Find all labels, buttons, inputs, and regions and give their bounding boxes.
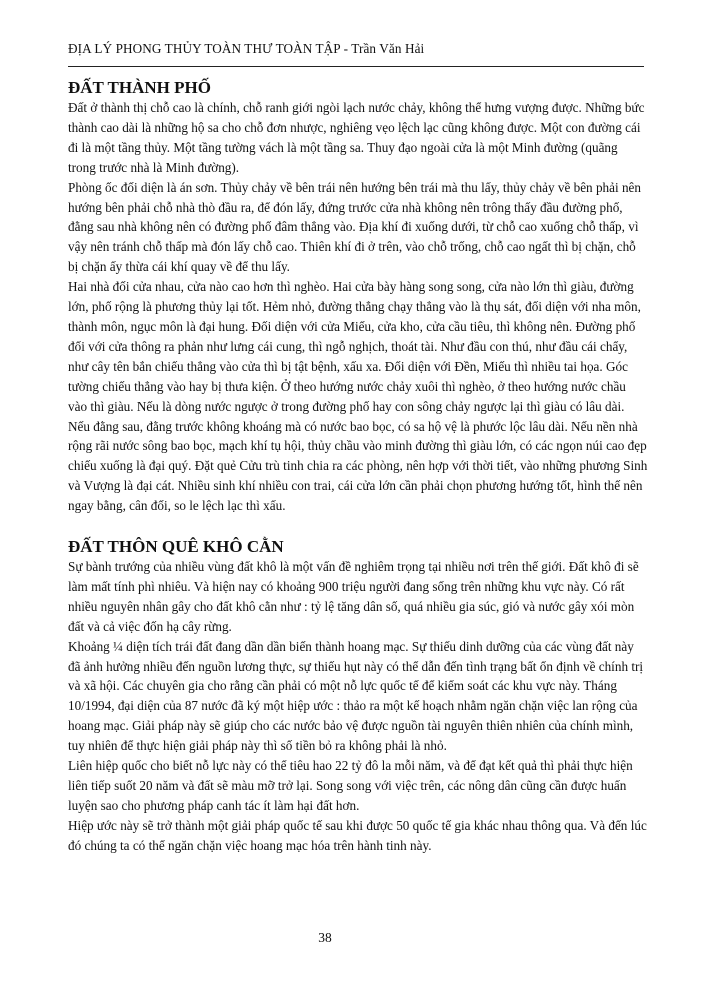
section-heading: ĐẤT THÔN QUÊ KHÔ CẰN	[68, 537, 284, 557]
section-dat-thanh-pho	[68, 78, 648, 516]
paragraph: Khoảng ¼ diện tích trái đất đang dần dần biến thành hoang mạc. Sự thiếu dinh dưỡng của các vùng đất này đã ảnh hưởng nhiều đến nguồn lương thực, sự thiếu hụt này có thể dẫn đến tình trạng bất ổn định về chính trị và xã hội. Các chuyên gia cho rằng cần phải có một nỗ lực quốc tế để kiểm soát các khu vực này. Tháng 10/1994, đại diện của 87 nước đã ký một hiệp ước : thảo ra một kế hoạch nhằm ngăn chặn việc lan rộng của hoang mạc. Giải pháp này sẽ giúp cho các nước bảo vệ được nguồn tài nguyên thiên nhiên của chính mình, tuy nhiên để thực hiện giải pháp này thì số tiền bỏ ra không phải là nhỏ.	[68, 638, 644, 754]
running-header: ĐỊA LÝ PHONG THỦY TOÀN THƯ TOÀN TẬP - Trần Văn Hải	[68, 41, 425, 56]
page-number: 38	[318, 930, 332, 945]
paragraph: Hai nhà đối cửa nhau, cửa nào cao hơn thì nghèo. Hai cửa bày hàng song song, cửa nào lớn thì giàu, đường lớn, phố rộng là phương thủy lại tốt. Hẻm nhỏ, đường thẳng chạy thẳng vào là thụ sát, đối diện với nha môn, thành môn, ngục môn là đại hung. Đối diện với cửa Miếu, cửa kho, cửa cầu tiêu, thì không nên. Đường phố đối với cửa thông ra phản như lưng cái cung, thì ngỗ nghịch, thoát tài. Như đầu con thú, như đầu cái chẩy, như cây tên bắn chiếu thẳng vào cửa thì bị tật bệnh, xấu xa. Đối diện với Đền, Miếu thì nhiều tai họa. Góc tường chiếu thẳng vào hay bị thưa kiện. Ở theo hướng nước chảy xuôi thì nghèo, ở theo hướng nước chầu vào thì giàu. Nếu là dòng nước ngược ở trong đường phố hay con sông chảy ngược lại thì giàu có lâu dài. Nếu đằng sau, đằng trước không khoáng mà có nước bao bọc, có sa hộ vệ là phước lộc lâu dài. Nếu nền nhà rộng rãi nước sông bao bọc, mạch khí tụ hội, thủy chầu vào minh đường thì giàu lớn, có các ngọn núi cao đẹp chiếu xuống là đại quý. Đặt quẻ Cửu trù tinh chia ra các phòng, nên hợp với thời tiết, vào những phương Sinh và Vượng là đại cát. Nhiều sinh khí nhiều con trai, cái cửa lớn cần phải chọn phương hướng tốt, hình thế nên ngay bằng, cân đối, so le lệch lạc thì xấu.	[68, 279, 648, 514]
paragraph: Liên hiệp quốc cho biết nỗ lực này có thể tiêu hao 22 tỷ đô la mỗi năm, và để đạt kết quả thì phải thực hiện liên tiếp suốt 20 năm và đất sẽ màu mỡ trở lại. Song song với việc trên, các nông dân cũng cần được huấn luyện sao cho phương pháp canh tác ít làm hại đất hơn.	[68, 758, 633, 813]
paragraph: Đất ở thành thị chỗ cao là chính, chỗ ranh giới ngòi lạch nước chảy, không thể hưng vượng được. Những bức thành cao dài là những hộ sa cho chỗ đơn nhược, nghiêng vẹo lệch lạc cũng không được. Một con đường cái đi là một tầng thủy. Một tầng tường vách là một tầng sa. Thuy đạo ngoài cửa là một Minh đường (quãng trong trước nhà là Minh đường).	[68, 100, 645, 175]
section-dat-thon-que	[68, 537, 648, 856]
header-rule	[68, 66, 644, 67]
paragraph: Sự bành trướng của nhiều vùng đất khô là một vấn đề nghiêm trọng tại nhiều nơi trên thế giới. Đất khô đi sẽ làm mất tính phì nhiêu. Và hiện nay có khoảng 900 triệu người đang sống trên những khu vực này. Có rất nhiều nguyên nhân gây cho đất khô cằn như : tỷ lệ tăng dân số, quá nhiều gia súc, gió và nước gây xói mòn đất và cả việc đốn hạ cây rừng.	[68, 559, 639, 634]
paragraph: Hiệp ước này sẽ trở thành một giải pháp quốc tế sau khi được 50 quốc tế gia khác nhau thông qua. Và đến lúc đó chúng ta có thể ngăn chặn việc hoang mạc hóa trên hành tinh này.	[68, 817, 647, 853]
section-spacer	[68, 516, 648, 537]
section-heading: ĐẤT THÀNH PHỐ	[68, 78, 211, 97]
page-content	[68, 78, 648, 856]
paragraph: Phòng ốc đối diện là án sơn. Thủy chảy về bên trái nên hướng bên trái mà thu lấy, thủy chảy về bên phải nên hướng bên phải chỗ nhà thò đầu ra, để đón lấy, đứng trước cửa nhà không nên trông thấy đầu đường phố, đằng sau nhà không nên có đường phố đâm thẳng vào. Địa khí đi xuống dưới, từ chỗ cao xuống chỗ thấp, vì vậy nên tránh chỗ thấp mà đón lấy chỗ cao. Thiên khí đi ở trên, vào chỗ trống, chỗ cao ngất thì bị chặn, chỗ bị chặn ấy thừa cái khí quay về để thu lấy.	[68, 179, 641, 275]
